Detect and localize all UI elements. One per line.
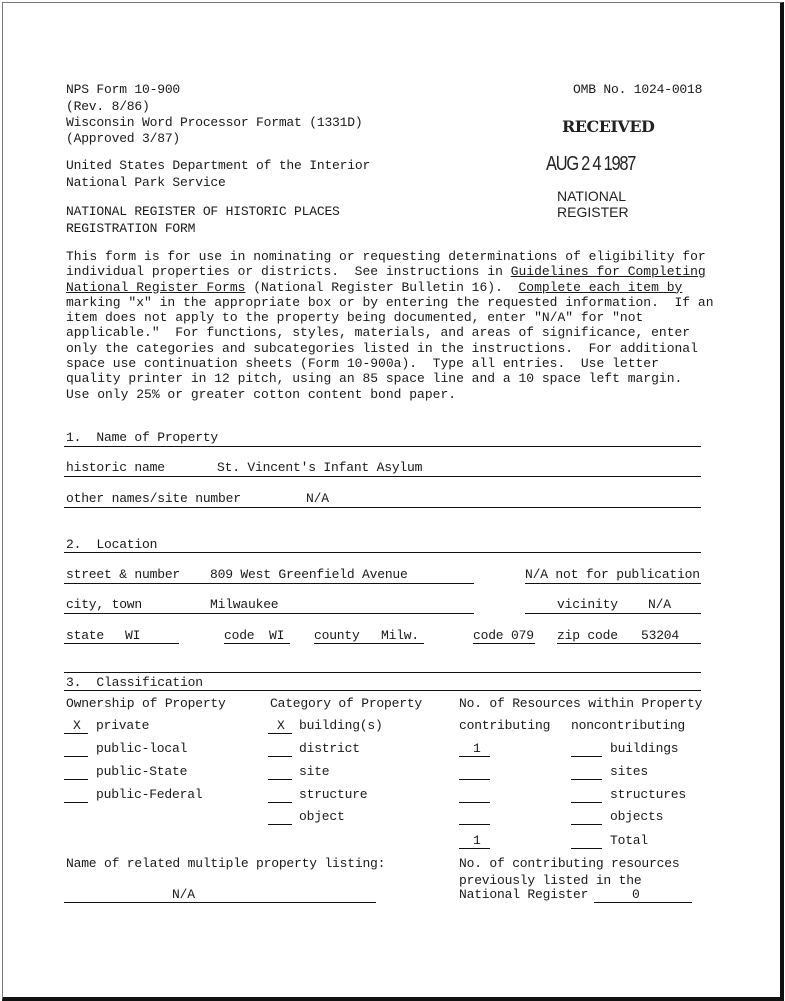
field-underline [314, 643, 424, 644]
checkbox-line[interactable] [64, 756, 88, 757]
instructions-line: applicable." For functions, styles, materials, and areas of significance, enter [66, 325, 691, 341]
multiple-property-label: Name of related multiple property listing: [66, 856, 386, 871]
stamp-register: REGISTER [557, 204, 629, 220]
count-line[interactable] [459, 848, 490, 849]
section-3-title: 3. Classification [66, 675, 203, 690]
category-option-label: district [299, 741, 360, 756]
contributing-header: contributing [459, 718, 551, 733]
form-revision: (Rev. 8/86) [66, 99, 150, 114]
count-line[interactable] [571, 756, 602, 757]
ownership-header: Ownership of Property [66, 696, 226, 711]
field-underline [64, 902, 376, 903]
field-underline [525, 613, 701, 614]
count-line[interactable] [571, 802, 602, 803]
instructions-line: individual properties or districts. See instructions in Guidelines for Completing [66, 264, 706, 280]
resource-type-label: buildings [610, 741, 679, 756]
category-option-label: structure [299, 787, 368, 802]
count-line[interactable] [459, 779, 490, 780]
category-mark[interactable]: X [277, 718, 285, 733]
zip-field[interactable]: 53204 [641, 628, 680, 643]
section-2-title: 2. Location [66, 537, 158, 552]
guidelines-reference-cont: National Register Forms [66, 279, 246, 295]
county-field[interactable]: Milw. [381, 628, 420, 643]
checkbox-line[interactable] [268, 802, 292, 803]
vicinity-label: vicinity [557, 597, 618, 612]
section-divider [64, 552, 701, 553]
registration-form-title: REGISTRATION FORM [66, 221, 196, 236]
previously-listed-field[interactable]: 0 [632, 887, 640, 902]
instructions-line: This form is for use in nominating or requesting determinations of eligibility for [66, 249, 706, 264]
field-underline [594, 902, 692, 903]
checkbox-line[interactable] [268, 779, 292, 780]
instructions-line: item does not apply to the property being documented, enter "N/A" for "not [66, 310, 644, 326]
instructions-line: quality printer in 12 pitch, using an 85 space line and a 10 space left margin. [66, 371, 683, 387]
city-field[interactable]: Milwaukee [210, 597, 279, 612]
guidelines-reference: Guidelines for Completing [510, 264, 706, 280]
historic-name-label: historic name [66, 460, 165, 475]
state-code-field[interactable]: WI [269, 628, 285, 643]
category-header: Category of Property [270, 696, 423, 711]
instructions-line: space use continuation sheets (Form 10-900a). Type all entries. Use letter [66, 356, 659, 372]
field-underline [224, 643, 290, 644]
field-underline [64, 643, 179, 644]
section-divider [64, 672, 701, 673]
field-underline [64, 476, 701, 477]
register-title: NATIONAL REGISTER OF HISTORIC PLACES [66, 204, 340, 219]
previously-listed-label-2: previously listed in the [459, 873, 642, 888]
wisconsin-format: Wisconsin Word Processor Format (1331D) [66, 115, 363, 130]
field-underline [64, 583, 474, 584]
section-1-title: 1. Name of Property [66, 430, 219, 445]
category-option-label: site [299, 764, 330, 779]
resource-type-label: Total [610, 833, 649, 848]
field-underline [557, 643, 701, 644]
agency: National Park Service [66, 175, 226, 190]
count-line[interactable] [459, 824, 490, 825]
county-label: county [314, 628, 360, 643]
category-option-label: building(s) [299, 718, 383, 733]
field-underline [64, 507, 701, 508]
state-field[interactable]: WI [125, 628, 141, 643]
resource-type-label: sites [610, 764, 649, 779]
noncontributing-header: noncontributing [571, 718, 686, 733]
contributing-count[interactable]: 1 [473, 833, 481, 848]
department: United States Department of the Interior [66, 158, 371, 173]
other-names-label: other names/site number [66, 491, 241, 506]
state-label: state [66, 628, 105, 643]
ownership-option-label: private [96, 718, 150, 733]
zip-label: zip code [557, 628, 618, 643]
instructions-line: Use only 25% or greater cotton content bond paper. [66, 386, 457, 402]
checkbox-line[interactable] [64, 733, 88, 734]
state-code-label: code [224, 628, 255, 643]
ownership-option-label: public-State [96, 764, 188, 779]
ownership-mark[interactable]: X [73, 718, 81, 733]
count-line[interactable] [571, 824, 602, 825]
received-date-stamp: AUG 2 4 1987 [546, 153, 636, 175]
count-line[interactable] [571, 779, 602, 780]
multiple-property-field[interactable]: N/A [172, 887, 195, 902]
street-label: street & number [66, 567, 181, 582]
resource-type-label: objects [610, 809, 664, 824]
previously-listed-label-3: National Register [459, 887, 589, 902]
resource-type-label: structures [610, 787, 687, 802]
field-underline [525, 583, 701, 584]
county-code[interactable]: code 079 [473, 628, 534, 643]
form-number: NPS Form 10-900 [66, 82, 181, 97]
count-line[interactable] [571, 848, 602, 849]
omb-number: OMB No. 1024-0018 [573, 82, 703, 97]
other-names-field[interactable]: N/A [306, 491, 329, 506]
ownership-option-label: public-Federal [96, 787, 203, 802]
resources-header: No. of Resources within Property [459, 696, 703, 711]
field-underline [64, 613, 474, 614]
historic-name-field[interactable]: St. Vincent's Infant Asylum [217, 460, 423, 475]
count-line[interactable] [459, 756, 490, 757]
checkbox-line[interactable] [268, 733, 292, 734]
instructions-line: marking "x" in the appropriate box or by entering the requested information. If an [66, 294, 714, 310]
ownership-option-label: public-local [96, 741, 188, 756]
section-divider [64, 446, 701, 447]
checkbox-line[interactable] [64, 802, 88, 803]
checkbox-line[interactable] [64, 779, 88, 780]
street-field[interactable]: 809 West Greenfield Avenue [210, 567, 408, 582]
stamp-national: NATIONAL [557, 188, 626, 204]
category-option-label: object [299, 809, 345, 824]
instructions-line: only the categories and subcategories listed in the instructions. For additional [66, 340, 698, 356]
count-line[interactable] [459, 802, 490, 803]
section-divider [64, 690, 701, 691]
vicinity-field[interactable]: N/A [648, 597, 671, 612]
checkbox-line[interactable] [268, 824, 292, 825]
instructions-line: National Register Forms (National Register Bulletin 16). Complete each item by [66, 279, 683, 295]
checkbox-line[interactable] [268, 756, 292, 757]
contributing-count[interactable]: 1 [473, 741, 481, 756]
city-label: city, town [66, 597, 143, 612]
previously-listed-label-1: No. of contributing resources [459, 856, 680, 871]
not-for-publication[interactable]: N/A not for publication [525, 567, 700, 582]
instructions-paragraph [66, 249, 714, 402]
approved-date: (Approved 3/87) [66, 131, 181, 146]
field-underline [473, 643, 535, 644]
received-stamp: RECEIVED [562, 117, 655, 136]
